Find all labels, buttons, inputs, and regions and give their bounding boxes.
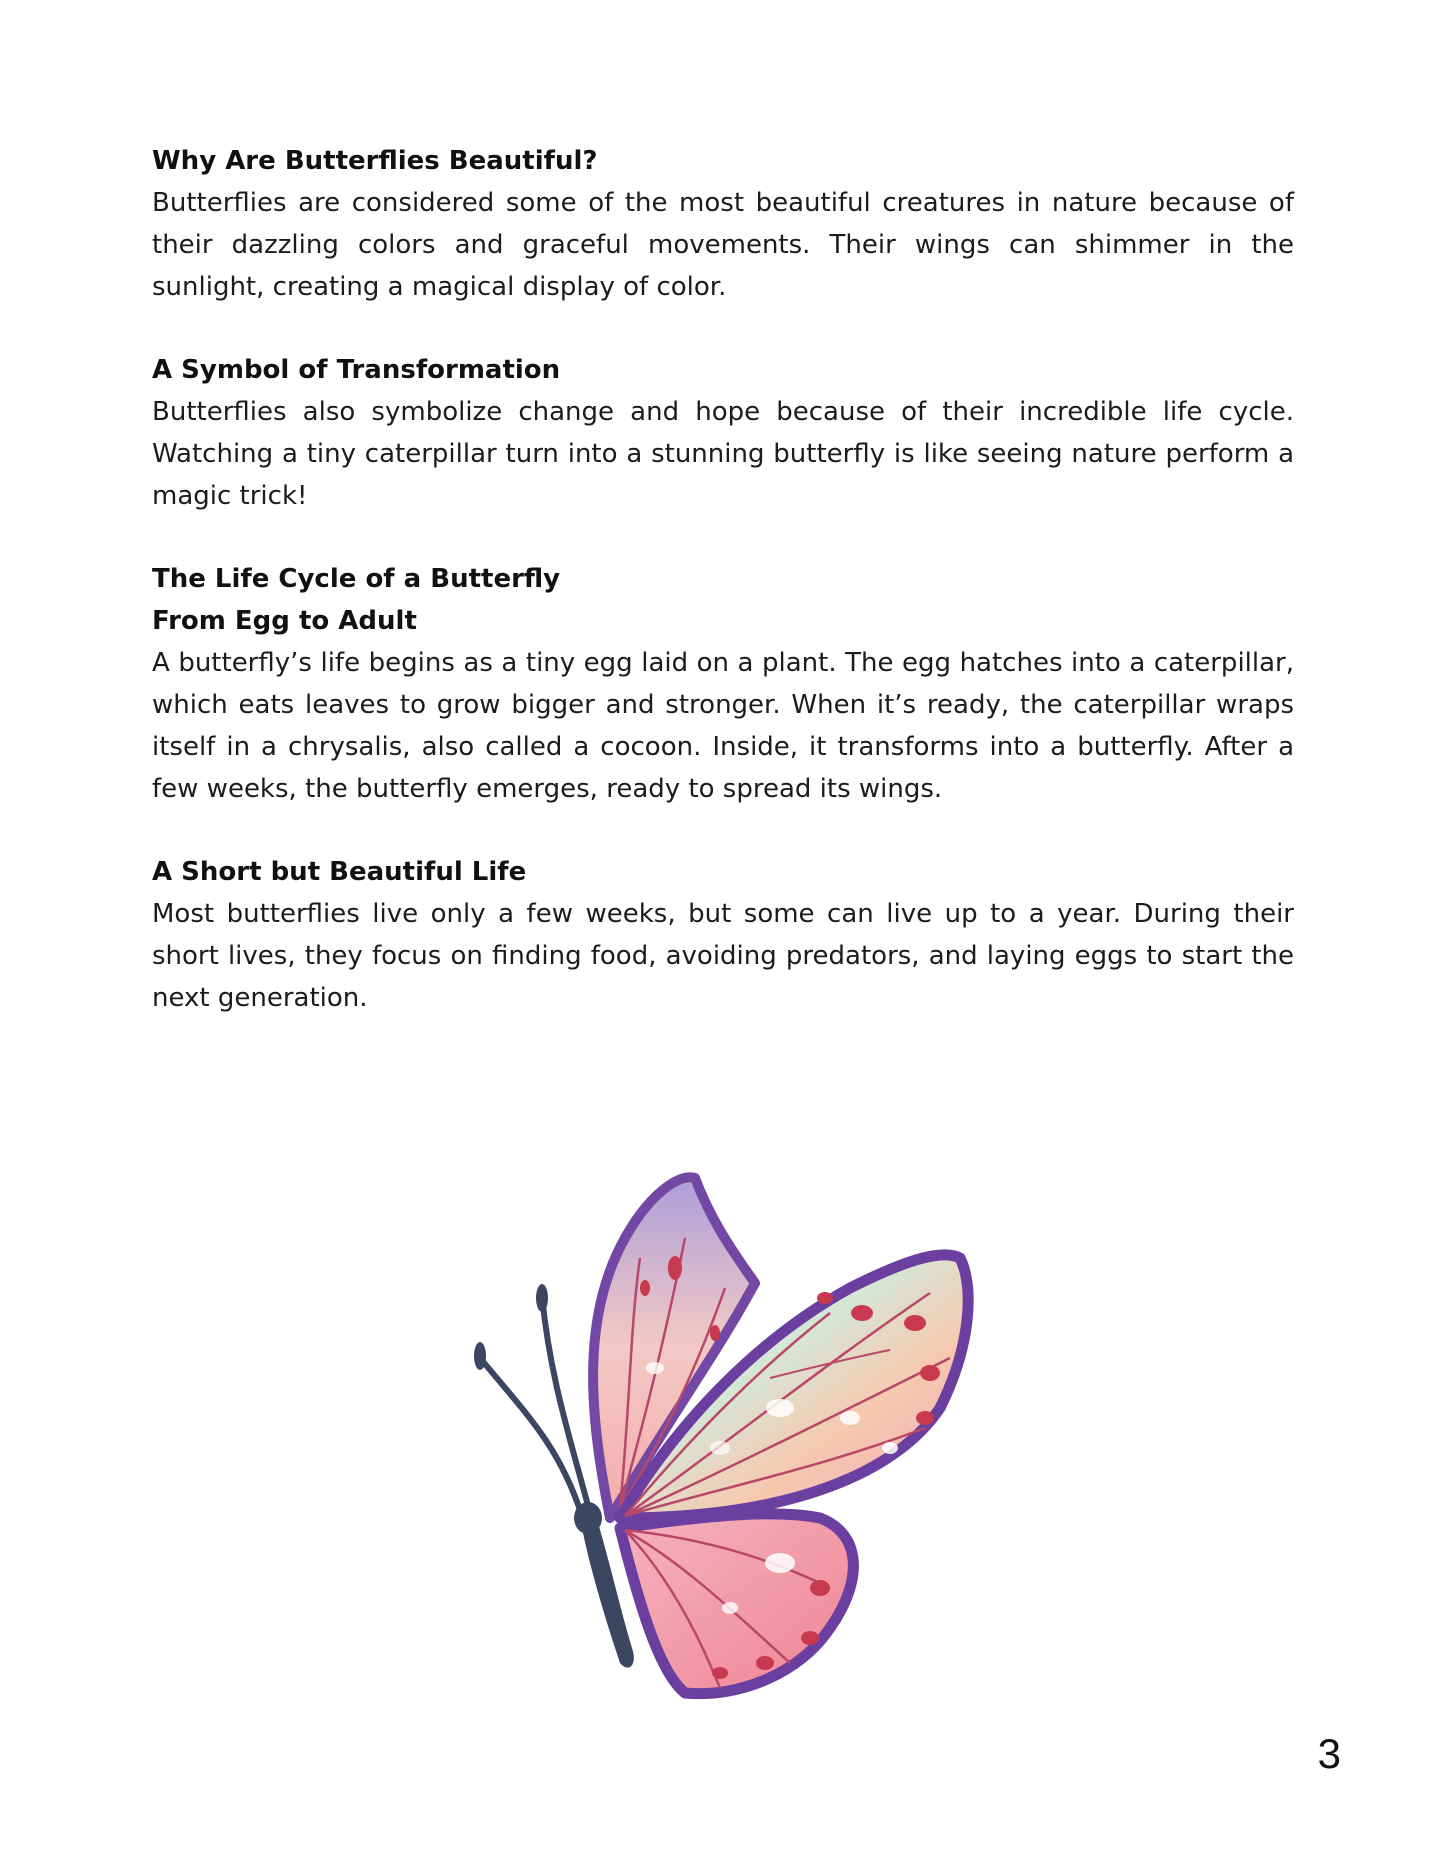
section-heading: A Symbol of Transformation (152, 355, 561, 385)
section-life-cycle (152, 558, 1294, 810)
page-number: 3 (1317, 1730, 1341, 1777)
section-heading: Why Are Butterflies Beautiful? (152, 146, 598, 176)
section-heading: The Life Cycle of a Butterfly (152, 564, 561, 594)
section-paragraph: A butterfly’s life begins as a tiny egg laid on a plant. The egg hatches into a caterpillar, which eats leaves to grow bigger and stronger. When it’s ready, the caterpillar wraps itself in a chrysalis, also called a cocoon. Inside, it transforms into a butterfly. After a few weeks, the butterfly emerges, ready to spread its wings. (152, 648, 1294, 804)
section-transformation (152, 349, 1294, 517)
article-content (152, 140, 1294, 1060)
section-subheading: From Egg to Adult (152, 606, 417, 636)
section-why-beautiful (152, 140, 1294, 308)
section-short-life (152, 851, 1294, 1019)
section-heading: A Short but Beautiful Life (152, 857, 527, 887)
section-paragraph: Butterflies also symbolize change and hope because of their incredible life cycle. Watching a tiny caterpillar turn into a stunning butterfly is like seeing nature perform a magic trick! (152, 397, 1294, 511)
section-paragraph: Butterflies are considered some of the most beautiful creatures in nature because of their dazzling colors and graceful movements. Their wings can shimmer in the sunlight, creating a magical display of color. (152, 188, 1294, 302)
section-paragraph: Most butterflies live only a few weeks, but some can live up to a year. During their short lives, they focus on finding food, avoiding predators, and laying eggs to start the next generation. (152, 899, 1294, 1013)
butterfly-icon (470, 1118, 980, 1730)
